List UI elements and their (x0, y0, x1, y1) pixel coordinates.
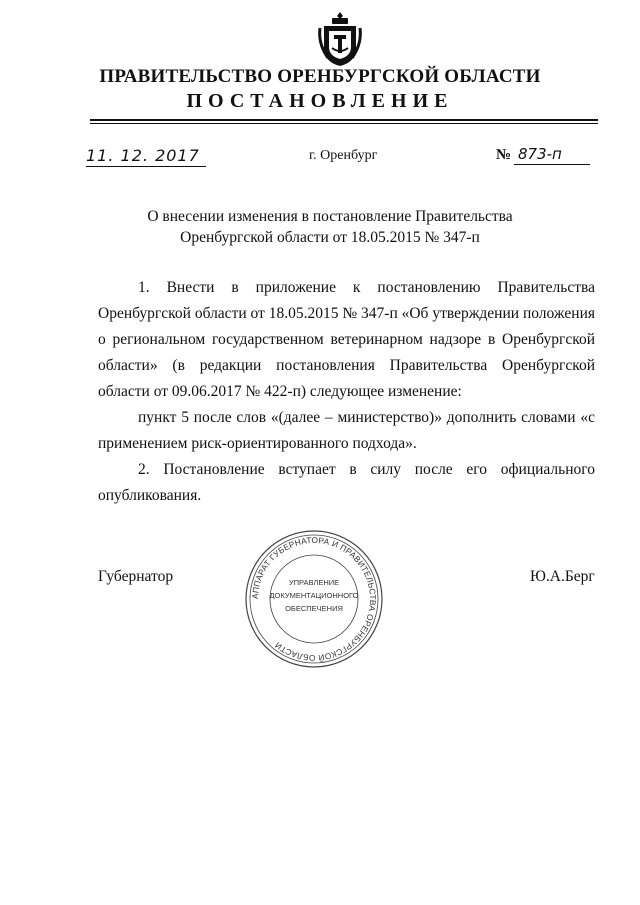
body-paragraph: пункт 5 после слов «(далее – министерство)» дополнить словами «с применением риск-ориентированного подхода». (98, 409, 595, 452)
seal-ring-text: АППАРАТ ГУБЕРНАТОРА И ПРАВИТЕЛЬСТВА ОРЕНБУРГСКОЙ ОБЛАСТИ (249, 534, 379, 664)
body-paragraph: 2. Постановление вступает в силу после его официального опубликования. (98, 461, 595, 504)
coat-of-arms-icon (318, 10, 362, 68)
document-title-line: Оренбургской области от 18.05.2015 № 347-п (180, 229, 480, 246)
document-title-line: О внесении изменения в постановление Правительства (147, 208, 513, 225)
official-seal-stamp (243, 528, 385, 670)
seal-center-line: УПРАВЛЕНИЕ (288, 578, 340, 587)
document-type: ПОСТАНОВЛЕНИЕ (186, 90, 454, 112)
document-number-label: № (496, 147, 512, 163)
body-paragraph: 1. Внести в приложение к постановлению Правительства Оренбургской области от 18.05.2015 № 347-п «Об утверждении положения о региональном государственном ветеринарном надзоре в Оренбургской области» (в редакции постановления Правительства Оренбургской области от 09.06.2017 № 422-п) следующее изменение: (98, 279, 595, 400)
signer-name: Ю.А.Берг (530, 568, 595, 585)
document-body (98, 275, 595, 509)
seal-center-line: ОБЕСПЕЧЕНИЯ (285, 604, 343, 613)
organization-name: ПРАВИТЕЛЬСТВО ОРЕНБУРГСКОЙ ОБЛАСТИ (99, 66, 541, 87)
document-number: 873-п (514, 144, 590, 165)
document-city: г. Оренбург (309, 148, 378, 163)
document-title (80, 206, 580, 248)
header-divider-thick (90, 119, 598, 121)
signer-role: Губернатор (98, 568, 174, 585)
document-date: 11. 12. 2017 (86, 146, 206, 167)
header-divider-thin (90, 123, 598, 124)
seal-center-line: ДОКУМЕНТАЦИОННОГО (269, 591, 359, 600)
